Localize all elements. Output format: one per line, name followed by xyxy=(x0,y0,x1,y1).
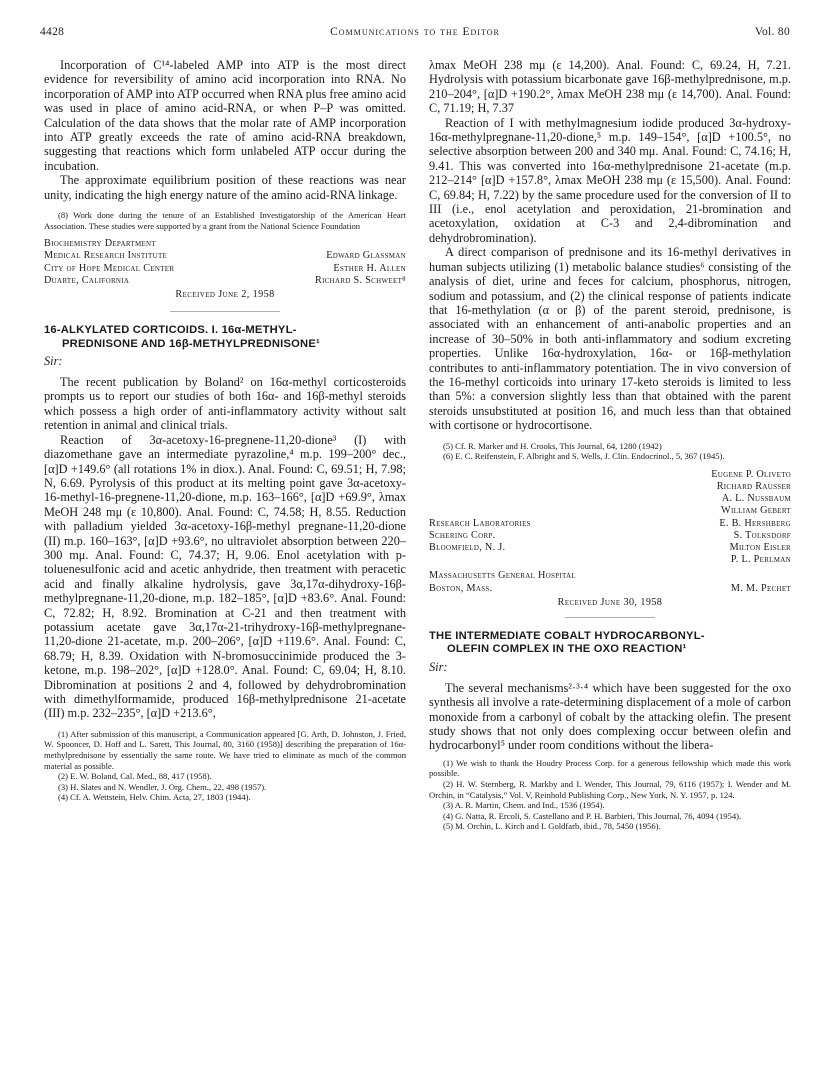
author-name: Milton Eisler xyxy=(729,541,791,553)
author-name: Richard Rausser xyxy=(716,480,791,492)
footnote-block xyxy=(44,729,406,803)
author-name: M. M. Pechet xyxy=(730,582,791,594)
lab-authors xyxy=(719,518,791,567)
author-block xyxy=(429,469,791,609)
affiliation-line: Duarte, California xyxy=(44,274,130,286)
footnote: (2) E. W. Boland, Cal. Med., 88, 417 (1958). xyxy=(58,771,212,782)
affiliation-line: Massachusetts General Hospital xyxy=(429,570,576,582)
affiliation-line: Research Laboratories xyxy=(429,517,531,529)
affiliation-block xyxy=(44,238,406,301)
lab-author-row xyxy=(429,518,791,567)
lab-affiliation xyxy=(429,518,531,567)
right-column xyxy=(429,58,791,832)
footnote-block xyxy=(44,210,406,231)
author-name: P. L. Perlman xyxy=(730,554,791,566)
paragraph: The recent publication by Boland² on 16α-methyl corticosteroids prompts us to report our studies of both 16α- and 16β-methyl steroids which possess a high order of anti-inflammatory activity without salt retention in animal and clinical trials. xyxy=(44,375,406,433)
affiliation-line: Biochemistry Department xyxy=(44,238,156,250)
article-title-line-1: 16-ALKYLATED CORTICOIDS. I. 16α-METHYL- xyxy=(44,324,297,337)
affiliation-line: Bloomfield, N. J. xyxy=(429,541,506,553)
footnote: (5) M. Orchin, L. Kirch and I. Goldfarb, ibid., 78, 5450 (1956). xyxy=(443,821,661,832)
affiliation-row xyxy=(44,263,406,275)
footnote: (4) Cf. A. Wettstein, Helv. Chim. Acta, 27, 1803 (1944). xyxy=(58,792,251,803)
hospital-affiliation xyxy=(429,570,576,594)
article-title xyxy=(44,324,406,351)
paragraph: The approximate equilibrium position of these reactions was near unity, indicating the high energy nature of the amino acid-RNA linkage. xyxy=(44,173,406,202)
article-title xyxy=(429,630,791,657)
left-column xyxy=(44,58,406,803)
author-name: S. Tolksdorf xyxy=(733,529,791,541)
article-title-line-2: OLEFIN COMPLEX IN THE OXO REACTION¹ xyxy=(447,643,687,656)
author-name: Eugene P. Oliveto xyxy=(711,468,791,480)
footnote: (3) A. R. Martin, Chem. and Ind., 1536 (1954). xyxy=(443,800,605,811)
author-name: William Gebert xyxy=(721,505,791,517)
affiliation-row xyxy=(44,275,406,287)
section-divider xyxy=(565,617,655,618)
page-header xyxy=(40,26,790,44)
section-divider xyxy=(170,311,280,312)
received-date: Received June 2, 1958 xyxy=(175,289,275,301)
author-name: A. L. Nussbaum xyxy=(721,493,791,505)
article-title-line-2: PREDNISONE AND 16β-METHYLPREDNISONE¹ xyxy=(62,337,320,350)
author-name: Richard S. Schweet⁸ xyxy=(314,274,406,286)
footnote: (1) We wish to thank the Houdry Process Corp. for a generous fellowship which made this work possible. xyxy=(429,757,791,779)
footnote: (2) H. W. Sternberg, R. Markby and I. Wender, This Journal, 79, 6116 (1957); I. Wender and M. Orchin, in “Catalysis,” Vol. V, Reinhold Publishing Corp., New York, N. Y. 1957, p. 124. xyxy=(429,779,791,800)
author-name: Esther H. Allen xyxy=(333,262,406,274)
hospital-author-row xyxy=(429,570,791,594)
affiliation-row xyxy=(44,250,406,262)
footnote: (6) E. C. Reifenstein, F. Albright and S. Wells, J. Clin. Endocrinol., 5, 367 (1945). xyxy=(443,451,725,462)
author-name: Edward Glassman xyxy=(326,250,406,262)
page-number: 4428 xyxy=(40,26,65,38)
paragraph: The several mechanisms²·³·⁴ which have been suggested for the oxo synthesis all involve a rate-determining displacement of a mole of carbon monoxide from a carbonyl of cobalt by the attacking olefin. The present study shows that not only does complexing occur between olefin and hydrocarbonyl⁵ under room conditions without the libera- xyxy=(429,680,791,753)
paragraph: Incorporation of C¹⁴-labeled AMP into ATP is the most direct evidence for reversibility of amino acid incorporation into RNA. No incorporation of AMP into ATP occurred when RNA plus free amino acid was used in place of amino acid-RNA, or when P–P was omitted. Calculation of the data shows that the molar rate of AMP incorporation into ATP greatly exceeds the rate of amino acid-RNA breakdown, suggesting that reactions which form unlabeled ATP occur during the incubation. xyxy=(44,58,406,173)
footnote: (5) Cf. R. Marker and H. Crooks, This Journal, 64, 1280 (1942) xyxy=(443,440,662,451)
footnote: (8) Work done during the tenure of an Established Investigatorship of the American Heart Association. These studies were supported by a grant from the National Science Foundation xyxy=(44,210,406,231)
paragraph: Reaction of I with methylmagnesium iodide produced 3α-hydroxy-16α-methylpregnane-11,20-dione,⁵ m.p. 149–154°, [α]D +100.5°, no selective absorption between 200 and 340 mμ. Anal. Found: C, 74.16; H, 9.41. This was converted into 16α-methylprednisone 21-acetate (m.p. 212–214° [α]D +157.8°, λmax MeOH 238 mμ (ε 15,500). Anal. Found: C, 69.84; H, 7.22) by the same procedure used for the conversion of II to III (i.e., enol acetylation and peroxidation, 21-bromination and acetoxylation, oxidation at C-3 and 2,4-dibromination and dehydrobromination). xyxy=(429,115,791,245)
salutation: Sir: xyxy=(429,659,448,674)
affiliation-line: City of Hope Medical Center xyxy=(44,262,175,274)
received-date: Received June 30, 1958 xyxy=(557,596,663,608)
paragraph: A direct comparison of prednisone and its 16-methyl derivatives in human subjects utilizing (1) metabolic balance studies⁶ consisting of the analysis of diet, urine and feces for calcium, phosphorus, nitrogen, sodium and potassium, and (2) the clinical response of patients indicate that 16-methylation (α or β) of the parent steroid, prednisone, is associated with an enhancement of anti-anabolic properties and an increase of 30–50% in both anti-inflammatory and sodium excreting properties. Unlike 16α-hydroxylation, 16α- or 16β-methylation contributes to anti-inflammatory potentiation. The in vivo conversion of the 16-methyl corticoids into urinary 17-keto steroids is limited to less than 5%: a conversion slightly less than that obtained with the parent steroids unsubstituted at position 16, and much less than that obtained with cortisone or hydrocortisone. xyxy=(429,245,791,433)
footnote: (1) After submission of this manuscript, a Communication appeared [G. Arth, D. Johnston, J. Fried, W. Spooncer, D. Hoff and L. Sarett, This Journal, 80, 3160 (1958)] describing the preparation of 16α-methylprednisone by essentially the same route. We have tried to eliminate as much of the common material as possible. xyxy=(44,728,406,771)
footnote: (4) G. Natta, R. Ercoli, S. Castellano and P. H. Barbieri, This Journal, 76, 4094 (1954). xyxy=(443,810,742,821)
volume-label: Vol. 80 xyxy=(754,26,790,38)
author-name: E. B. Hershberg xyxy=(719,517,791,529)
affiliation-row xyxy=(44,238,406,250)
salutation: Sir: xyxy=(44,354,63,369)
affiliation-line: Schering Corp. xyxy=(429,529,496,541)
footnote-block xyxy=(429,441,791,462)
article-title-line-1: THE INTERMEDIATE COBALT HYDROCARBONYL- xyxy=(429,629,705,642)
affiliation-line: Boston, Mass. xyxy=(429,582,493,594)
paragraph: λmax MeOH 238 mμ (ε 14,200). Anal. Found: C, 69.24, H, 7.21. Hydrolysis with potassium bicarbonate gave 16β-methylprednisone, m.p. 210–204°, [α]D +190.2°, λmax MeOH 238 mμ (ε 14,700). Anal. Found: C, 71.19; H, 7.37 xyxy=(429,58,791,116)
paragraph: Reaction of 3α-acetoxy-16-pregnene-11,20-dione³ (I) with diazomethane gave an intermediate pyrazoline,⁴ m.p. 199–200° dec., [α]D +149.6° (all rotations 1% in diox.). Anal. Found: C, 69.51; H, 7.98; N, 6.69. Pyrolysis of this product at its melting point gave 3α-acetoxy-16-methyl-16-pregnene-11,20-dione, m.p. 163–166°, [α]D +69.9°, λmax MeOH 248 mμ (ε 10,800). Anal. Found: C, 74.58; H, 8.55. Reduction with palladium yielded 3α-acetoxy-16β-methyl pregnane-11,20-dione (II) m.p. 160–163°, [α]D +93.6°, no ultraviolet absorption between 220–300 mμ. Anal. Found: C, 74.37; H, 9.06. Enol acetylation with p-toluenesulfonic acid and acetic anhydride, then treatment with peracetic acid and finally alkaline hydrolysis, gave 3α,17α-dihydroxy-16β-methylpregnane-11,20-dione, m.p. 182–185°, [α]D +83.6°. Anal. Found: C, 72.82; H, 8.92. Bromination at C-21 and then treatment with potassium acetate gave 3α,17α-21-trihydroxy-16β-methylpregnane-11,20-dione 21-acetate, m.p. 200–206°, [α]D +119.6°. Anal. Found: C, 68.79; H, 8.39. Oxidation with N-bromosuccinimide produced the 3-ketone, m.p. 198–202°, [α]D +128.0°. Anal. Found: C, 69.04; H, 8.10. Dibromination at positions 2 and 4, followed by dehydrobromination with dimethylformamide, produced 16β-methylprednisone 21-acetate (III) m.p. 232–235°, [α]D +213.6°, xyxy=(44,432,406,721)
footnote-block xyxy=(429,758,791,832)
running-title: Communications to the Editor xyxy=(330,26,500,38)
affiliation-line: Medical Research Institute xyxy=(44,250,168,262)
footnote: (3) H. Slates and N. Wendler, J. Org. Chem., 22, 498 (1957). xyxy=(58,781,267,792)
